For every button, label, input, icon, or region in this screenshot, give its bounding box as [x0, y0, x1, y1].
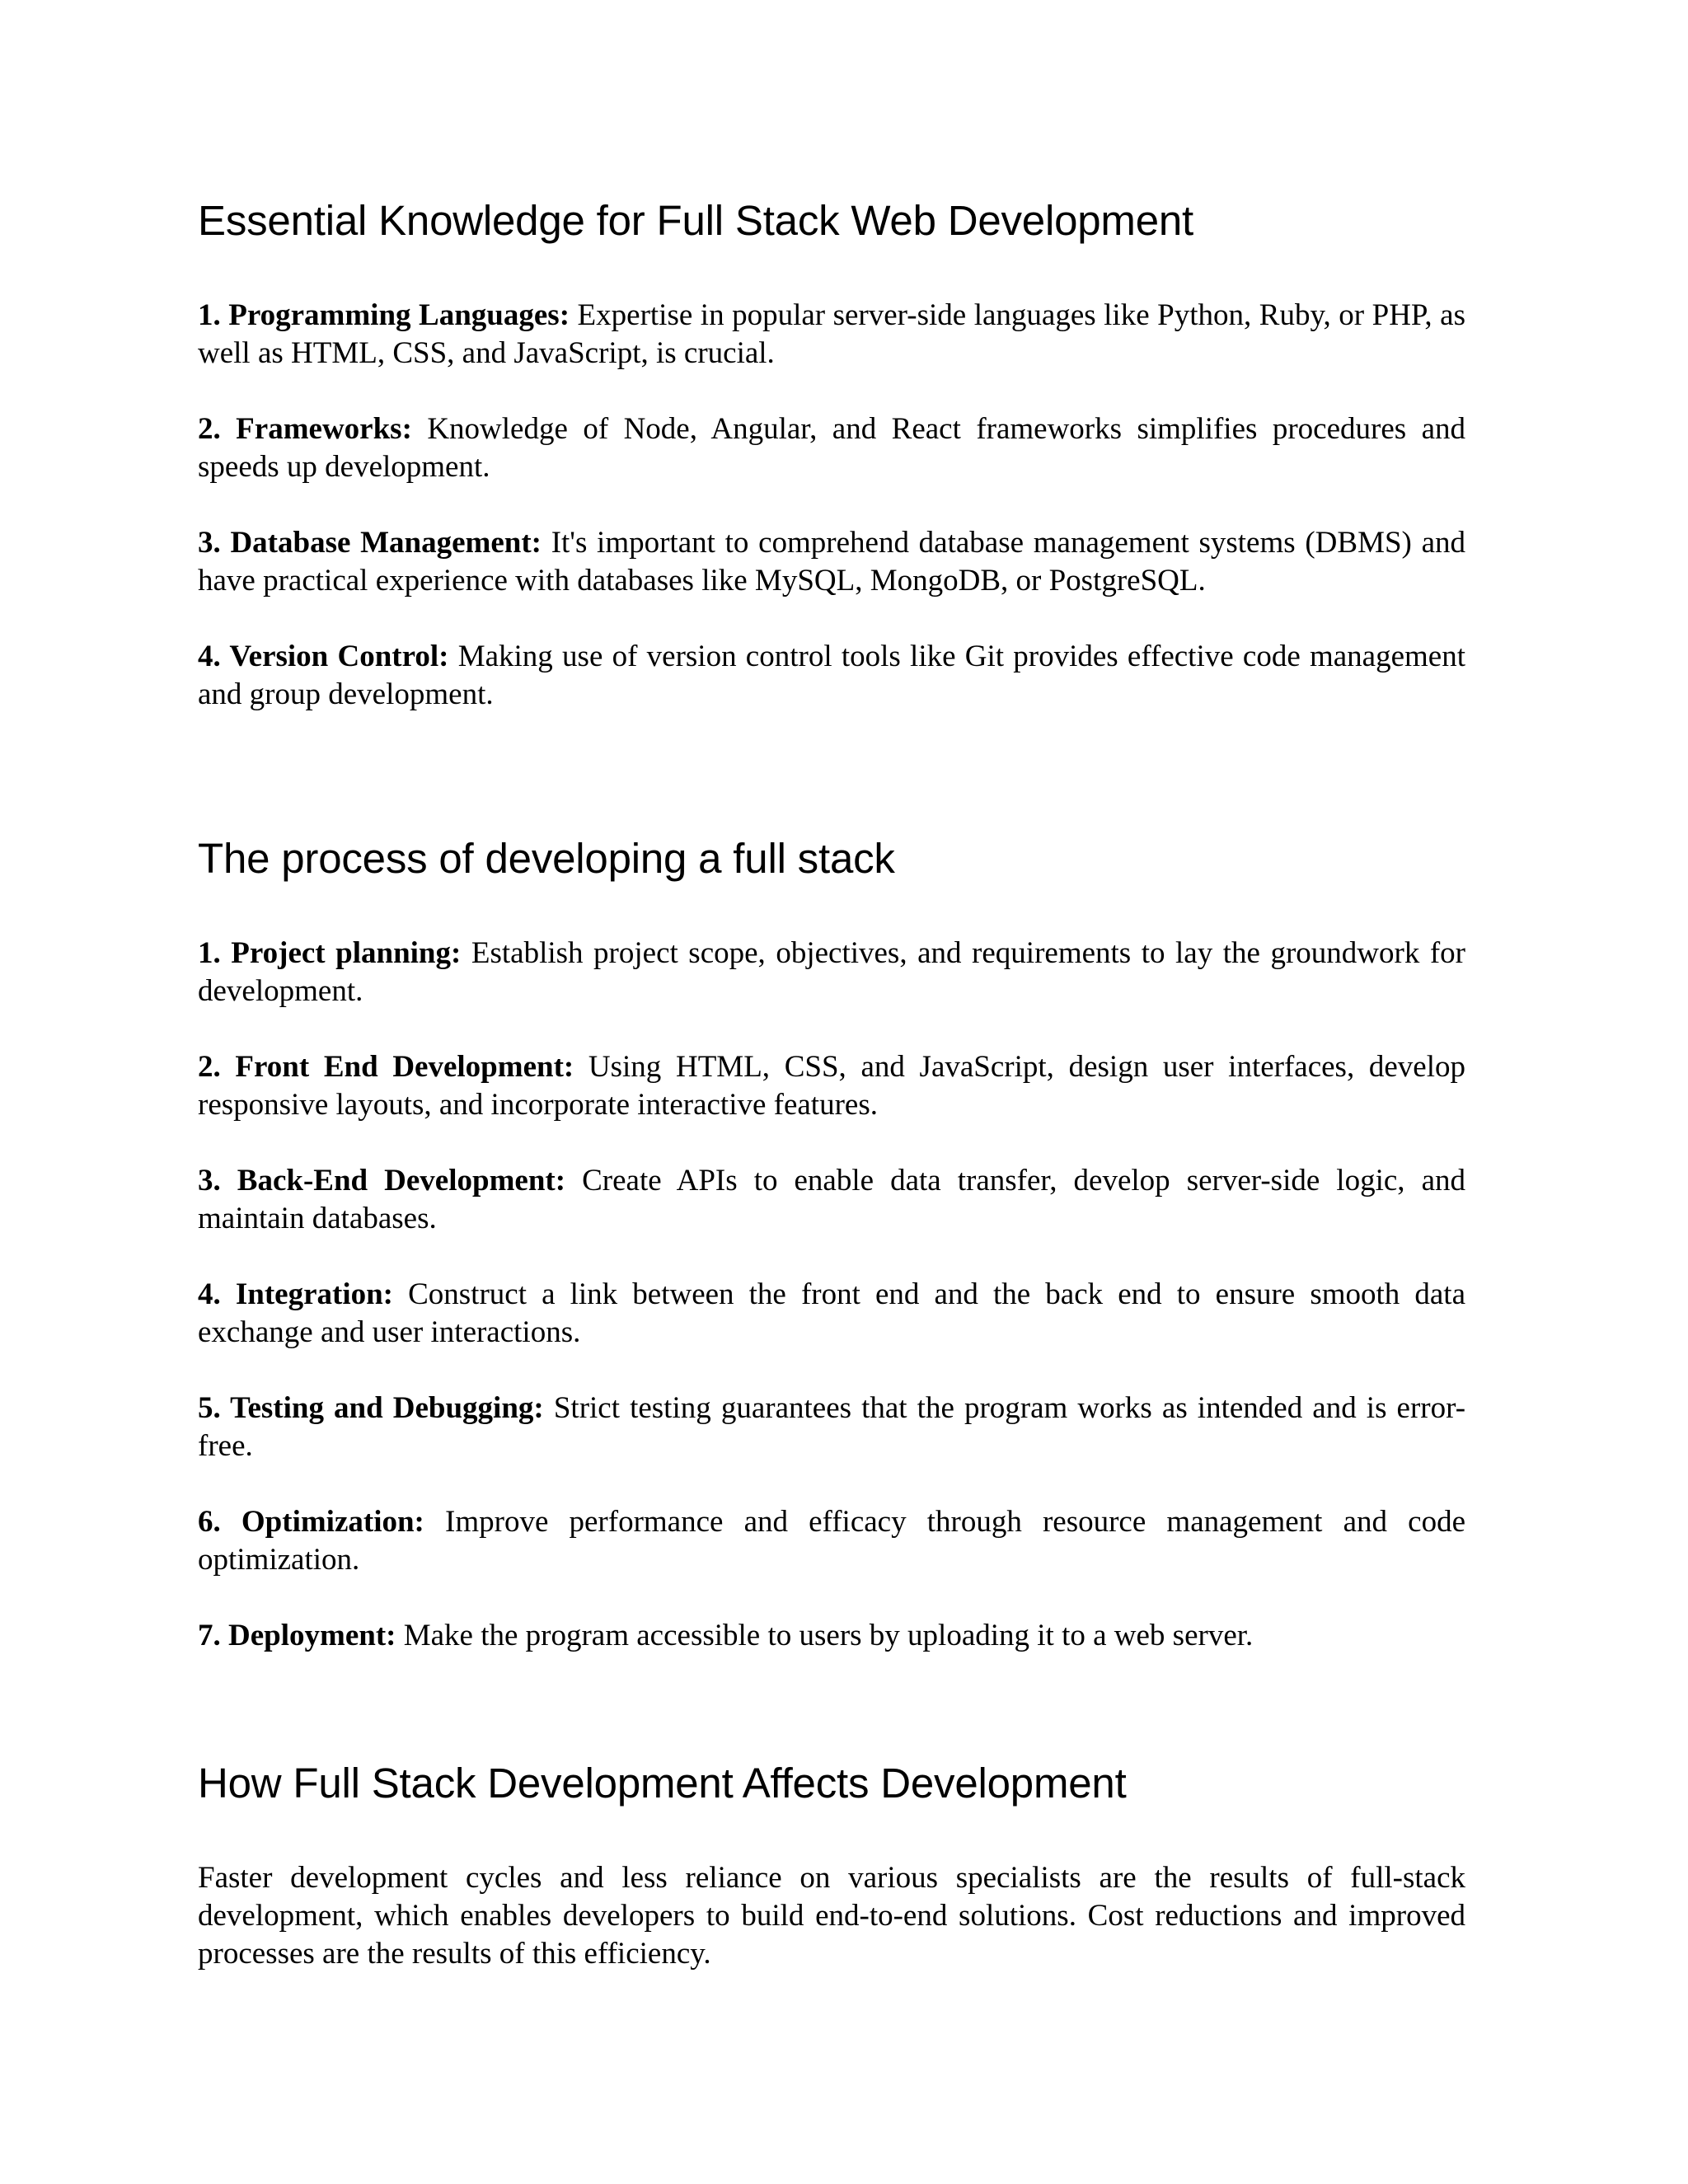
- list-item: [198, 297, 1465, 373]
- item-text: Making use of version control tools like Git provides effective code management and group development.: [198, 640, 1466, 711]
- item-text: It's important to comprehend database management systems (DBMS) and have practical experience with databases like MySQL, MongoDB, or PostgreSQL.: [198, 526, 1465, 598]
- list-item: [198, 1162, 1465, 1238]
- list-item: [198, 1503, 1465, 1579]
- item-label: 6. Optimization:: [198, 1505, 424, 1539]
- list-item: [198, 1276, 1465, 1352]
- item-label: 5. Testing and Debugging:: [198, 1391, 544, 1425]
- list-item: [198, 638, 1465, 714]
- item-label: 2. Frameworks:: [198, 412, 412, 446]
- list-item: [198, 410, 1465, 486]
- body-paragraph: Faster development cycles and less reliance on various specialists are the results of full-stack development, which enables developers to build end-to-end solutions. Cost reductions and improved processes are the results of this efficiency.: [198, 1861, 1465, 1971]
- item-label: 3. Back-End Development:: [198, 1164, 566, 1197]
- section-impact: [198, 1757, 1465, 1973]
- item-label: 1. Project planning:: [198, 936, 462, 970]
- item-text: Make the program accessible to users by uploading it to a web server.: [403, 1619, 1254, 1652]
- process-list: [198, 935, 1465, 1655]
- item-text: Strict testing guarantees that the program works as intended and is error-free.: [198, 1391, 1466, 1463]
- list-item: [198, 1617, 1465, 1655]
- document-page: [198, 194, 1465, 1973]
- item-text: Establish project scope, objectives, and requirements to lay the groundwork for development.: [198, 936, 1465, 1008]
- list-item: [198, 524, 1465, 600]
- item-label: 4. Integration:: [198, 1277, 393, 1311]
- list-item: [198, 1048, 1465, 1124]
- item-label: 3. Database Management:: [198, 526, 542, 560]
- list-item: [198, 935, 1465, 1010]
- section-essential-knowledge: [198, 194, 1465, 714]
- section-heading: The process of developing a full stack: [198, 835, 895, 882]
- item-label: 7. Deployment:: [198, 1619, 396, 1652]
- item-label: 4. Version Control:: [198, 640, 449, 673]
- item-text: Create APIs to enable data transfer, develop server-side logic, and maintain databases.: [198, 1164, 1465, 1235]
- section-development-process: [198, 832, 1465, 1655]
- item-text: Improve performance and efficacy through resource management and code optimization.: [198, 1505, 1465, 1577]
- list-item: [198, 1390, 1465, 1465]
- section-heading: Essential Knowledge for Full Stack Web Development: [198, 197, 1193, 244]
- item-text: Using HTML, CSS, and JavaScript, design user interfaces, develop responsive layouts, and incorporate interactive features.: [198, 1050, 1465, 1122]
- item-label: 2. Front End Development:: [198, 1050, 574, 1084]
- item-label: 1. Programming Languages:: [198, 298, 570, 332]
- knowledge-list: [198, 297, 1465, 714]
- item-text: Knowledge of Node, Angular, and React frameworks simplifies procedures and speeds up development.: [198, 412, 1465, 484]
- item-text: Construct a link between the front end and the back end to ensure smooth data exchange and user interactions.: [198, 1277, 1465, 1349]
- item-text: Expertise in popular server-side languages like Python, Ruby, or PHP, as well as HTML, CSS, and JavaScript, is crucial.: [198, 298, 1465, 370]
- section-heading: How Full Stack Development Affects Development: [198, 1760, 1127, 1807]
